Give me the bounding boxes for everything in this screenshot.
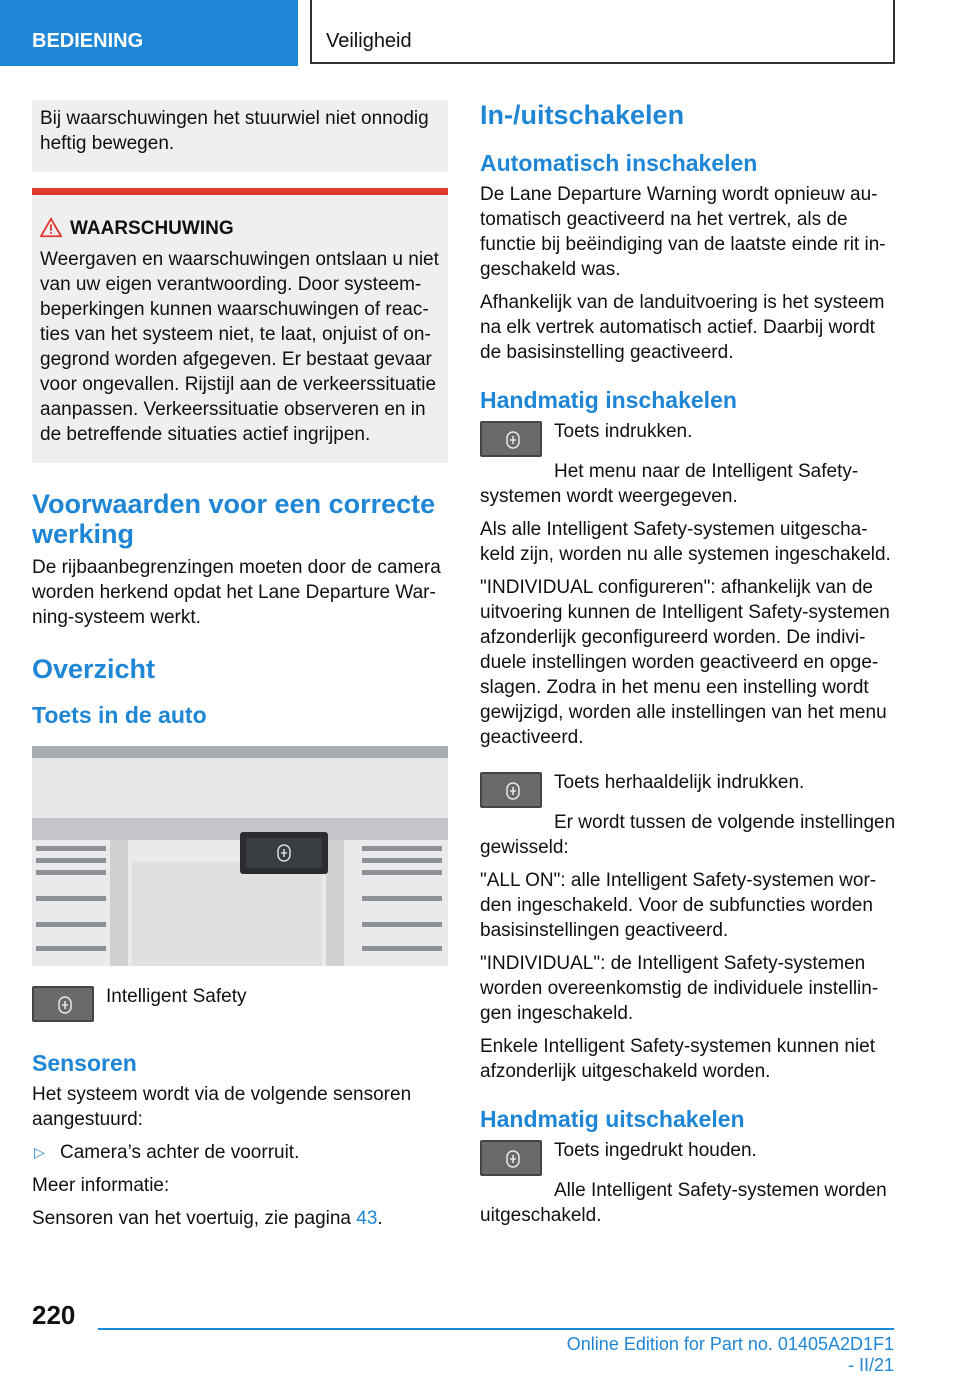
note-text: Bij waarschuwingen het stuurwiel niet onnodig heftig bewegen. <box>40 108 429 154</box>
button-heading: Toets in de auto <box>32 702 207 728</box>
individual-text: "INDIVIDUAL": de Intelligent Safety-systemen worden overeenkomstig de individuele instellingen ingeschakeld. <box>480 953 879 1024</box>
sensors-ref-suffix: . <box>377 1208 383 1229</box>
manual-on-paragraph-2: "INDIVIDUAL configureren": afhankelijk van de uitvoering kunnen de Intelligent Safety-systemen afzonderlijk geconfigureerd worden. De individuele instellingen worden geactiveerd en opgeslagen. Zodra in het menu een instelling wordt gewijzigd, worden alle instellingen van het menu geactiveerd. <box>480 577 890 748</box>
auto-heading: Automatisch inschakelen <box>480 150 758 176</box>
manual-on-paragraph-1: Als alle Intelligent Safety-systemen uitgeschakeld zijn, worden nu alle systemen ingeschakeld. <box>480 519 891 565</box>
intelligent-safety-label: Intelligent Safety <box>106 986 247 1007</box>
auto-paragraph-1: De Lane Departure Warning wordt opnieuw automatisch geactiveerd na het vertrek, als de functie bij beëindiging van de laatste einde rit ingeschakeld was. <box>480 184 886 280</box>
intelligent-safety-button-icon <box>32 986 94 1022</box>
footer-divider <box>98 1328 894 1330</box>
all-on-text: "ALL ON": alle Intelligent Safety-systemen worden ingeschakeld. Voor de subfuncties worden basisinstellingen geactiveerd. <box>480 870 877 941</box>
repeat-step-1: Toets herhaaldelijk indrukken. <box>554 772 805 793</box>
manual-off-step <box>480 1138 896 1178</box>
auto-paragraph-2: Afhankelijk van de landuitvoering is het systeem na elk vertrek automatisch actief. Daarbij wordt de basisinstelling geactiveerd. <box>480 292 885 363</box>
manual-on-step-2: Het menu naar de Intelligent Safety-systemen wordt weergegeven. <box>480 461 859 507</box>
right-column <box>480 100 896 1236</box>
onoff-heading: In-/uitschakelen <box>480 100 685 130</box>
manual-on-step <box>480 419 896 459</box>
warning-triangle-icon <box>40 217 62 239</box>
manual-off-step-1: Toets ingedrukt houden. <box>554 1140 757 1161</box>
prereq-heading: Voorwaarden voor een correcte werking <box>32 489 436 549</box>
intelligent-safety-button-icon <box>480 772 542 808</box>
repeat-step-2: Er wordt tussen de volgende instellingen gewisseld: <box>480 812 896 858</box>
dashboard-button-photo <box>32 746 448 966</box>
page-link[interactable]: 43 <box>356 1208 378 1229</box>
sensors-bullet-text: Camera’s achter de voorruit. <box>60 1142 300 1163</box>
left-column <box>32 100 448 1239</box>
overview-heading: Overzicht <box>32 654 156 684</box>
page-header <box>0 0 960 66</box>
prereq-text: De rijbaanbegrenzingen moeten door de camera worden herkend opdat het Lane Departure Warning-systeem werkt. <box>32 557 441 628</box>
chapter-tab: Veiligheid <box>310 0 895 64</box>
intelligent-safety-button-icon <box>480 1140 542 1176</box>
intelligent-safety-row <box>32 984 448 1024</box>
edition-text: Online Edition for Part no. 01405A2D1F1 - II/21 <box>566 1334 894 1375</box>
sensors-reference <box>32 1206 448 1231</box>
warning-text: Weergaven en waarschuwingen ontslaan u niet van uw eigen verantwoording. Door systeembeperkingen kunnen waarschuwingen of reacties van het systeem niet, te laat, onjuist of ongegrond worden afgegeven. Er bestaat gevaar voor ongevallen. Rijstijl aan de verkeerssituatie aanpassen. Verkeerssituatie observeren en in de betreffende situaties actief ingrijpen. <box>40 249 439 445</box>
section-tab: BEDIENING <box>0 0 298 66</box>
sensors-heading: Sensoren <box>32 1050 137 1076</box>
warning-box <box>32 188 448 463</box>
note-box <box>32 100 448 172</box>
sensors-ref-prefix: Sensoren van het voertuig, zie pagina <box>32 1208 357 1229</box>
more-info-label: Meer informatie: <box>32 1175 170 1196</box>
manual-off-heading: Handmatig uitschakelen <box>480 1106 745 1132</box>
manual-off-step-2: Alle Intelligent Safety-systemen worden uitgeschakeld. <box>480 1180 887 1226</box>
sensors-bullet <box>32 1140 448 1165</box>
bullet-triangle-icon: ▷ <box>34 1144 45 1160</box>
warning-title <box>40 217 440 241</box>
manual-on-step-1: Toets indrukken. <box>554 421 693 442</box>
repeat-step <box>480 770 896 810</box>
intelligent-safety-button-icon <box>480 421 542 457</box>
cannot-off-text: Enkele Intelligent Safety-systemen kunnen niet afzonderlijk uitgeschakeld worden. <box>480 1036 876 1082</box>
dashboard-image <box>32 746 448 966</box>
sensors-text: Het systeem wordt via de volgende sensoren aangestuurd: <box>32 1084 412 1130</box>
manual-on-heading: Handmatig inschakelen <box>480 387 737 413</box>
page-number: 220 <box>32 1300 76 1330</box>
warning-title-text: WAARSCHUWING <box>70 218 234 239</box>
